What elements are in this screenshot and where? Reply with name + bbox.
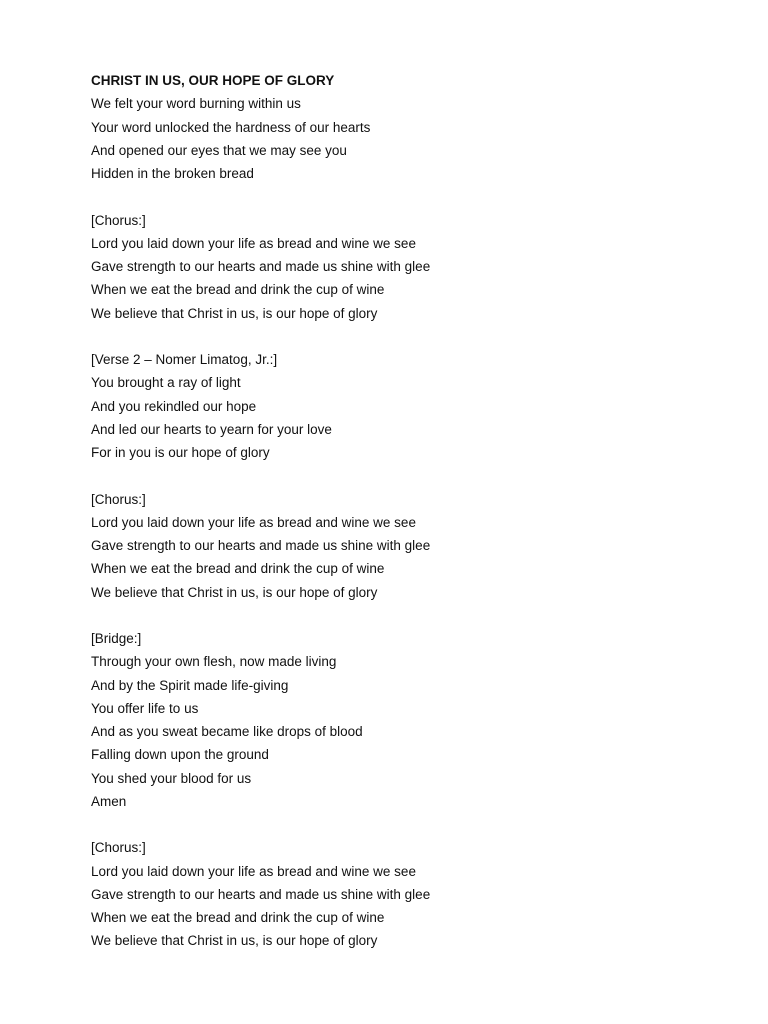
lyric-line: For in you is our hope of glory	[91, 445, 270, 460]
lyric-line: Your word unlocked the hardness of our hearts	[91, 119, 371, 135]
song-title: CHRIST IN US, OUR HOPE OF GLORY	[91, 73, 335, 88]
lyric-line: Gave strength to our hearts and made us shine with glee	[91, 886, 431, 902]
lyric-line: You shed your blood for us	[91, 770, 252, 786]
lyric-line: When we eat the bread and drink the cup of wine	[91, 561, 385, 577]
lyric-line: Falling down upon the ground	[91, 747, 269, 763]
lyric-line: And opened our eyes that we may see you	[91, 142, 347, 158]
lyric-line: When we eat the bread and drink the cup of wine	[91, 910, 385, 925]
lyric-line: We believe that Christ in us, is our hope of glory	[91, 305, 378, 321]
lyric-line: Gave strength to our hearts and made us shine with glee	[91, 259, 431, 274]
lyric-line: When we eat the bread and drink the cup of wine	[91, 282, 385, 298]
lyric-line: Hidden in the broken bread	[91, 166, 254, 181]
lyric-line: And led our hearts to yearn for your love	[91, 421, 332, 437]
stanza-verse-2	[91, 348, 691, 464]
lyric-line: Amen	[91, 793, 127, 809]
lyric-line: Lord you laid down your life as bread and wine we see	[91, 863, 416, 879]
lyric-line: You offer life to us	[91, 700, 199, 716]
lyric-line: And by the Spirit made life-giving	[91, 677, 289, 693]
stanza-bridge	[91, 627, 691, 813]
section-label: [Bridge:]	[91, 631, 142, 646]
lyric-line: We felt your word burning within us	[91, 96, 301, 112]
stanza-chorus-2	[91, 488, 691, 604]
lyric-line: You brought a ray of light	[91, 375, 241, 391]
lyric-line: Lord you laid down your life as bread and wine we see	[91, 514, 416, 530]
section-label: [Chorus:]	[91, 212, 146, 228]
stanza-chorus-1	[91, 209, 691, 325]
lyric-line: And as you sweat became like drops of blood	[91, 724, 363, 739]
stanza-chorus-3	[91, 836, 691, 952]
section-label: [Chorus:]	[91, 491, 146, 507]
lyric-line: And you rekindled our hope	[91, 398, 257, 414]
section-label: [Verse 2 – Nomer Limatog, Jr.:]	[91, 352, 278, 367]
lyric-line: We believe that Christ in us, is our hope of glory	[91, 933, 378, 949]
lyric-line: Through your own flesh, now made living	[91, 654, 337, 670]
stanza-verse-1	[91, 92, 691, 185]
lyrics-body	[91, 69, 691, 953]
lyric-line: Lord you laid down your life as bread and wine we see	[91, 235, 416, 251]
section-label: [Chorus:]	[91, 840, 146, 856]
lyric-line: Gave strength to our hearts and made us shine with glee	[91, 538, 431, 553]
lyric-line: We believe that Christ in us, is our hope of glory	[91, 584, 378, 600]
